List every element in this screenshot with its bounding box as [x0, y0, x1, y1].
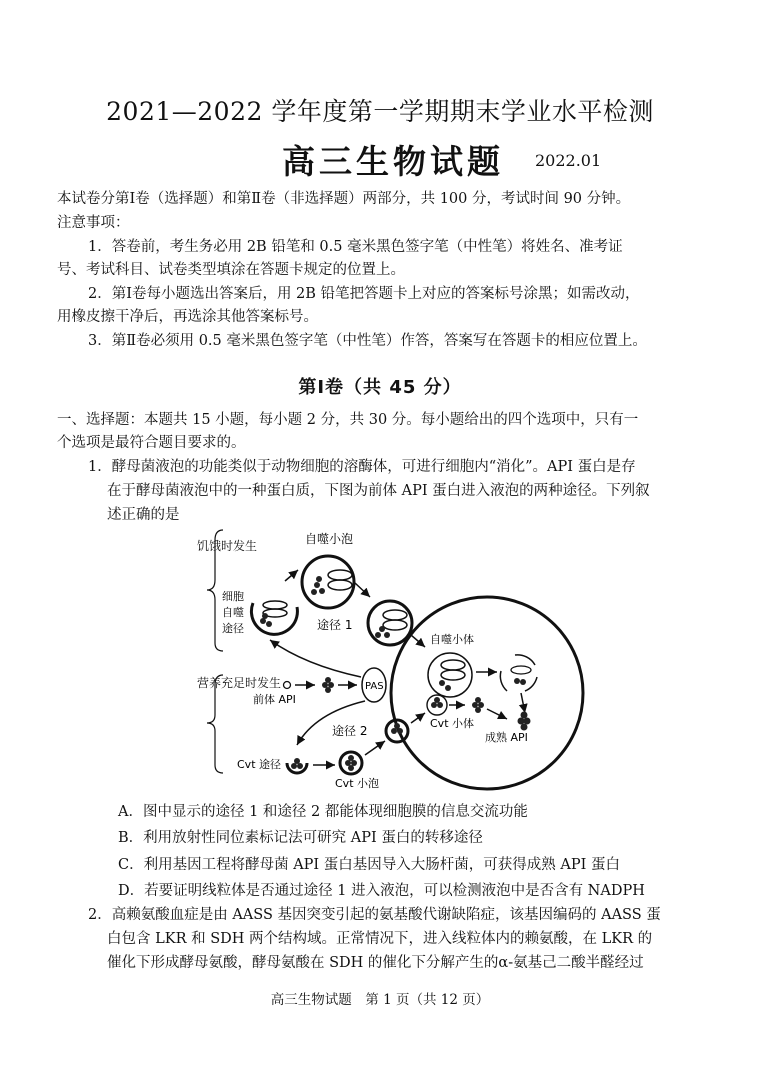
autophagic-body	[428, 653, 472, 697]
cvt-entry	[386, 720, 408, 742]
notice-2b: 用橡皮擦干净后，再选涂其他答案标号。	[57, 309, 318, 325]
label-autophagy-3: 途径	[222, 622, 244, 635]
section-desc-2: 个选项是最符合题目要求的。	[57, 435, 246, 451]
exam-date: 2022.01	[535, 151, 602, 170]
notice-heading: 注意事项：	[57, 215, 130, 231]
label-autophagy-1: 细胞	[222, 590, 244, 603]
section-title: 第Ⅰ卷（共 45 分）	[298, 377, 462, 398]
label-nutrient: 营养充足时发生	[197, 676, 282, 690]
q1-option-d: D．若要证明线粒体是否通过途径 1 进入液泡，可以检测液泡中是否含有 NADPH	[118, 883, 645, 899]
label-cvt-path: Cvt 途径	[237, 758, 281, 771]
q1-line-3: 述正确的是	[107, 507, 180, 523]
q1-line-2: 在于酵母菌液泡中的一种蛋白质，下图为前体 API 蛋白进入液泡的两种途径。下列叙	[107, 483, 650, 499]
q1-option-a: A．图中显示的途径 1 和途径 2 都能体现细胞膜的信息交流功能	[118, 804, 528, 820]
q2-line-1: 2．高赖氨酸血症是由 AASS 基因突变引起的氨基酸代谢缺陷症，该基因编码的 AASS 蛋	[88, 907, 661, 923]
q2-line-3: 催化下形成酵母氨酸，酵母氨酸在 SDH 的催化下分解产生的α-氨基己二酸半醛经过	[107, 955, 644, 971]
notice-3: 3．第Ⅱ卷必须用 0.5 毫米黑色签字笔（中性笔）作答，答案写在答题卡的相应位置上。	[88, 333, 647, 349]
label-precursor-api: 前体 API	[253, 693, 296, 706]
notice-1b: 号、考试科目、试卷类型填涂在答题卡规定的位置上。	[57, 262, 405, 278]
degraded-body	[500, 655, 537, 691]
q1-option-c: C．利用基因工程将酵母菌 API 蛋白基因导入大肠杆菌，可获得成熟 API 蛋白	[118, 857, 620, 873]
label-starvation: 饥饿时发生	[197, 539, 258, 553]
cvt-body	[427, 695, 447, 715]
label-mature-api: 成熟 API	[485, 731, 528, 744]
api-cluster-2	[472, 697, 484, 713]
vacuole	[391, 597, 583, 789]
subject-title: 高三生物试题	[282, 142, 504, 181]
api-pathway-diagram	[185, 525, 585, 795]
label-cvt-body: Cvt 小体	[430, 717, 474, 730]
label-autophagic-body: 自噬小体	[430, 633, 474, 646]
cvt-forming	[287, 758, 307, 773]
notice-1a: 1．答卷前，考生务必用 2B 铅笔和 0.5 毫米黑色签字笔（中性笔）将姓名、准考证	[88, 239, 623, 255]
label-autophagic-vesicle: 自噬小泡	[305, 532, 354, 546]
q1-option-b: B．利用放射性同位素标记法可研究 API 蛋白的转移途径	[118, 830, 483, 846]
q1-line-1: 1．酵母菌液泡的功能类似于动物细胞的溶酶体，可进行细胞内“消化”。API 蛋白是存	[88, 459, 636, 475]
label-pas: PAS	[365, 681, 384, 692]
label-autophagy-2: 自噬	[222, 606, 244, 619]
api-cluster-1	[322, 677, 334, 693]
intro-line: 本试卷分第Ⅰ卷（选择题）和第Ⅱ卷（非选择题）两部分，共 100 分，考试时间 90 分钟。	[57, 191, 631, 207]
q2-line-2: 白包含 LKR 和 SDH 两个结构域。正常情况下，进入线粒体内的赖氨酸，在 LKR 的	[107, 931, 653, 947]
autophagic-vesicle-2	[368, 601, 412, 645]
label-path1: 途径 1	[317, 618, 353, 632]
label-path2: 途径 2	[332, 724, 368, 738]
label-cvt-vesicle: Cvt 小泡	[335, 777, 379, 790]
autophagic-vesicle	[302, 556, 354, 608]
phagophore	[251, 601, 297, 634]
page-footer: 高三生物试题 第 1 页（共 12 页）	[270, 992, 490, 1008]
exam-title: 2021—2022 学年度第一学期期末学业水平检测	[106, 97, 654, 126]
section-desc-1: 一、选择题：本题共 15 小题，每小题 2 分，共 30 分。每小题给出的四个选项中，只有一	[57, 412, 639, 428]
cvt-vesicle	[340, 752, 362, 774]
mature-api	[518, 712, 531, 731]
notice-2a: 2．第Ⅰ卷每小题选出答案后，用 2B 铅笔把答题卡上对应的答案标号涂黑；如需改动，	[88, 286, 640, 302]
